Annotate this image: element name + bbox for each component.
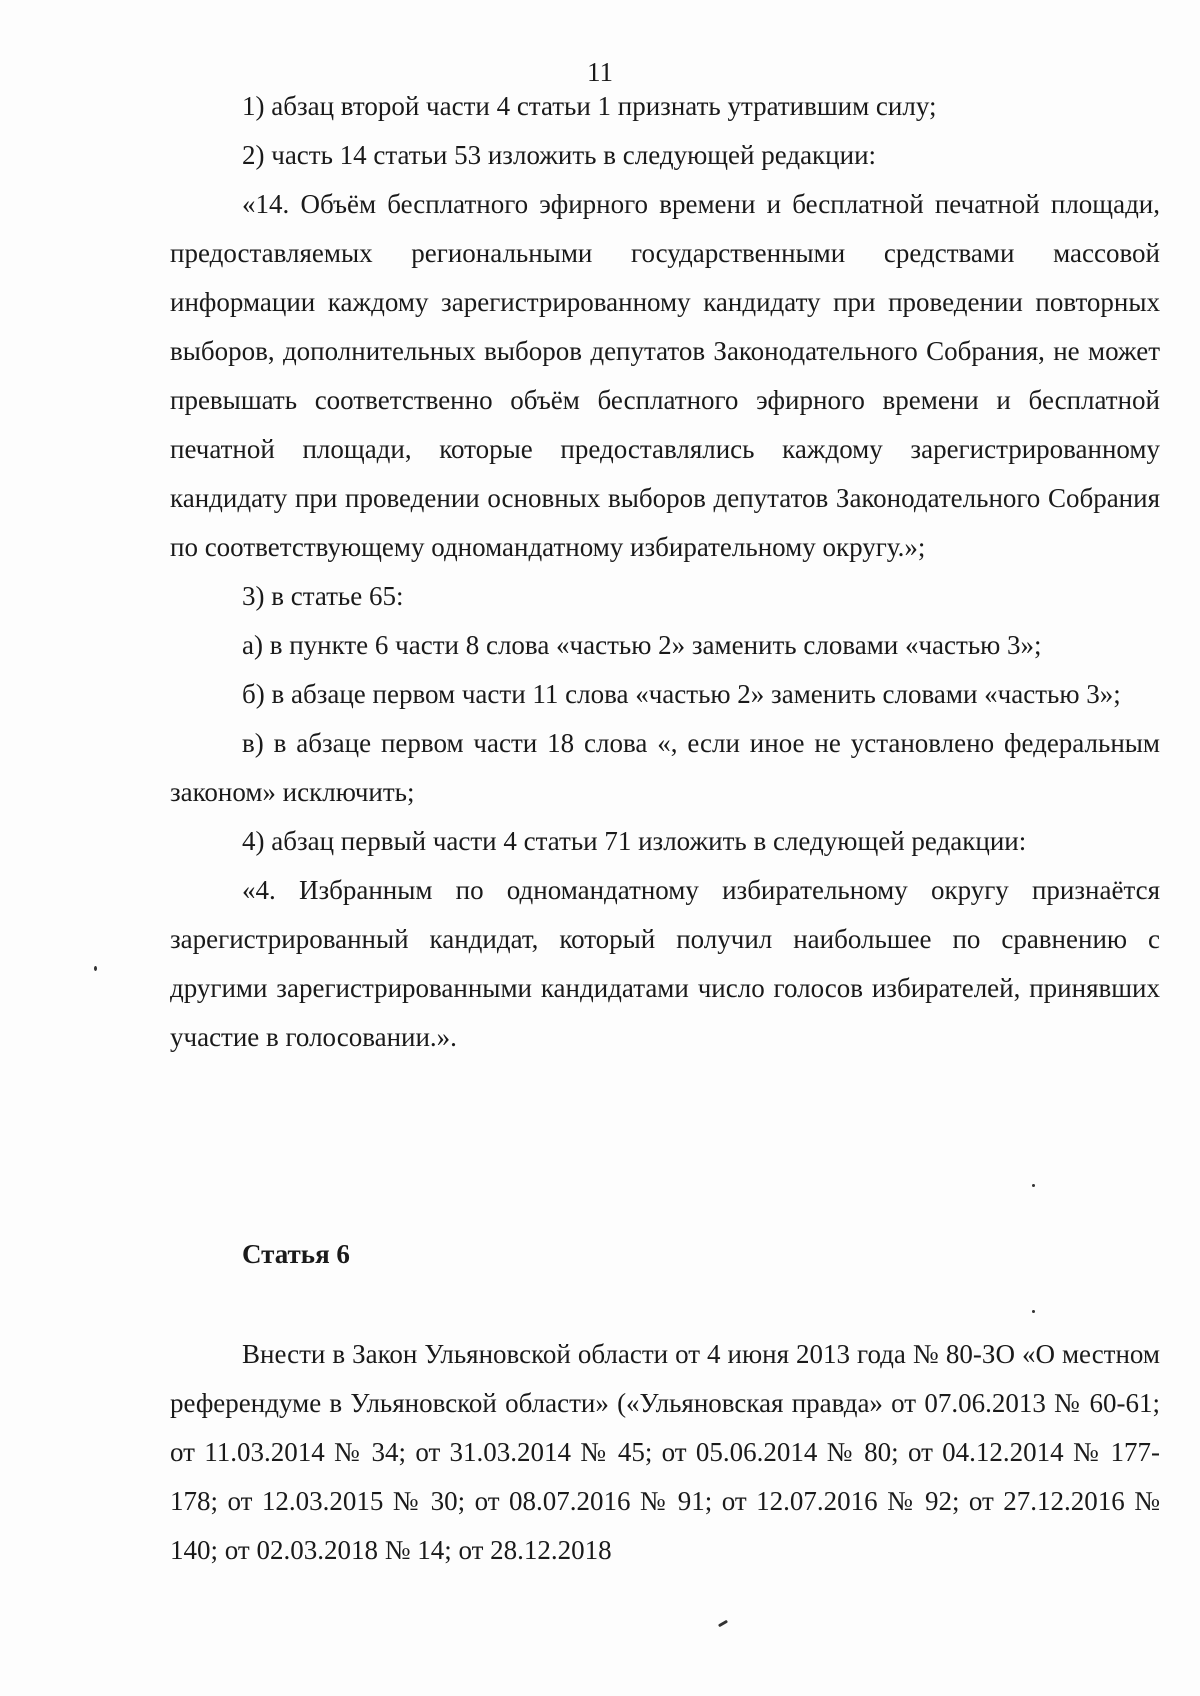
article-paragraph: Внести в Закон Ульяновской области от 4 июня 2013 года № 80-ЗО «О местном референдуме в Ульяновской области» («Ульяновская правда» от 07.06.2013 № 60-61; от 11.03.2014 № 34; от 31.03.2014 № 45; от 05.06.2014 № 80; от 04.12.2014 № 177-178; от 12.03.2015 № 30; от 08.07.2016 № 91; от 12.07.2016 № 92; от 27.12.2016 № 140; от 02.03.2018 № 14; от 28.12.2018 <box>170 1339 1160 1565</box>
page-number: 11 <box>587 57 613 87</box>
scan-speck <box>718 1620 728 1628</box>
paragraph-quote-4: «4. Избранным по одномандатному избирательному округу признаётся зарегистрированный кандидат, который получил наибольшее по сравнению с другими зарегистрированными кандидатами число голосов избирателей, принявших участие в голосовании.». <box>170 875 1160 1052</box>
paragraph-quote-14: «14. Объём бесплатного эфирного времени и бесплатной печатной площади, предоставляемых региональными государственными средствами массовой информации каждому зарегистрированному кандидату при проведении повторных выборов, дополнительных выборов депутатов Законодательного Собрания, не может превышать соответственно объём бесплатного эфирного времени и бесплатной печатной площади, которые предоставлялись каждому зарегистрированному кандидату при проведении основных выборов депутатов Законодательного Собрания по соответствующему одномандатному избирательному округу.»; <box>170 189 1160 562</box>
paragraph-item-3: 3) в статье 65: <box>242 581 404 611</box>
paragraph-item-3v: в) в абзаце первом части 18 слова «, если иное не установлено федеральным законом» исключить; <box>170 728 1160 807</box>
article-body <box>170 1330 1160 1575</box>
paragraph-item-3a: а) в пункте 6 части 8 слова «частью 2» заменить словами «частью 3»; <box>242 630 1042 660</box>
paragraph-item-3b: б) в абзаце первом части 11 слова «частью 2» заменить словами «частью 3»; <box>242 679 1121 709</box>
article-heading: Статья 6 <box>242 1239 350 1269</box>
article-section <box>170 1230 1160 1279</box>
scan-speck <box>1032 1310 1035 1313</box>
paragraph-item-1: 1) абзац второй части 4 статьи 1 признать утратившим силу; <box>242 91 937 121</box>
scan-speck <box>94 966 97 971</box>
amendments-list <box>170 82 1160 1062</box>
paragraph-item-2: 2) часть 14 статьи 53 изложить в следующей редакции: <box>242 140 877 170</box>
paragraph-item-4: 4) абзац первый части 4 статьи 71 изложить в следующей редакции: <box>242 826 1027 856</box>
scan-speck <box>1032 1184 1035 1187</box>
